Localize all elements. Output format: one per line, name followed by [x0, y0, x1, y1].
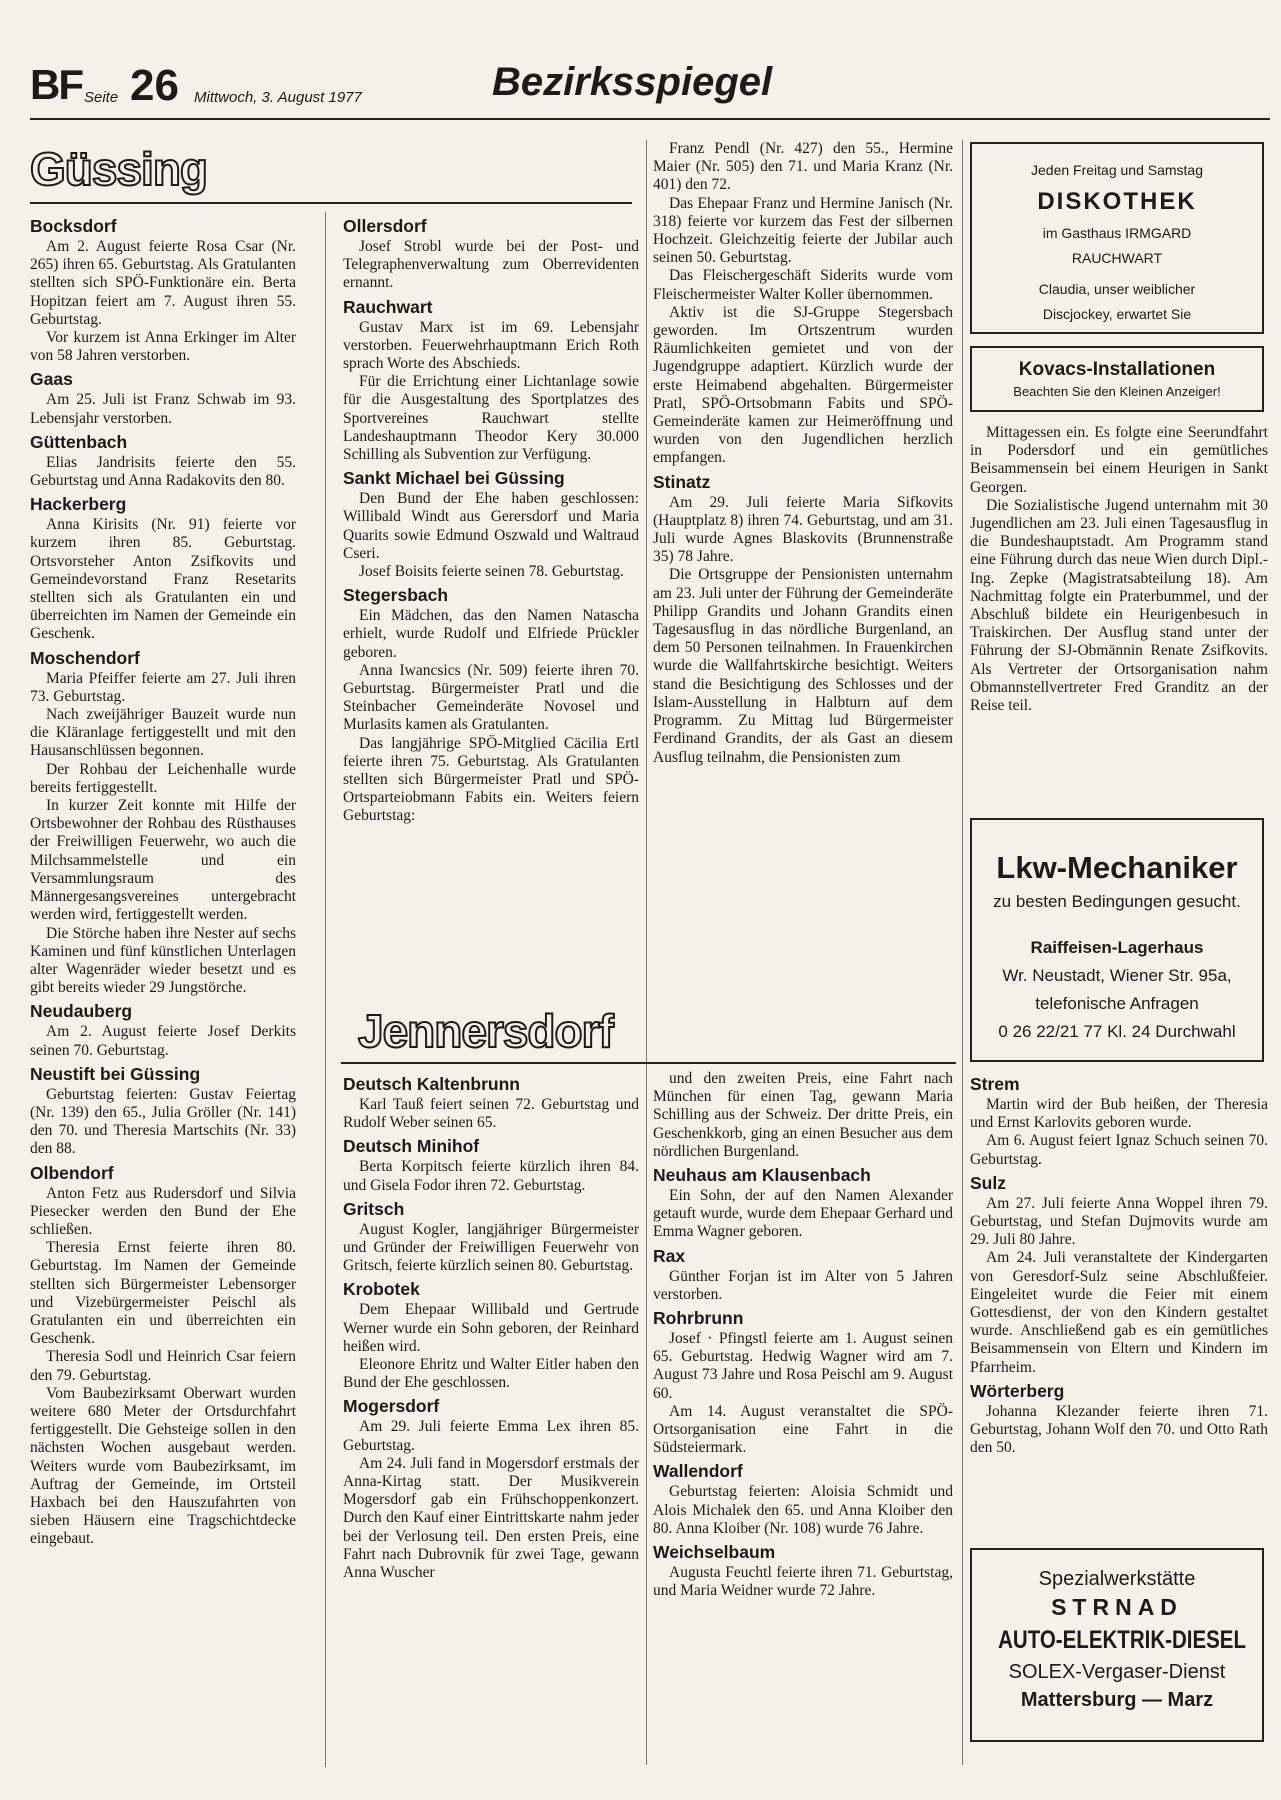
article-paragraph: Mittagessen ein. Es folgte eine Seerundfahrt in Podersdorf und ein gemütliches Beisammensein bei einem Heurigen in Sankt Georgen.	[970, 424, 1268, 496]
place-heading: Rauchwart	[343, 296, 433, 317]
article-paragraph: Vom Baubezirksamt Oberwart wurden weitere 680 Meter der Ortsdurchfahrt fertiggestellt. Die Gehsteige sollen in den nächsten Wochen ausgebaut werden. Weiters wurde vom Baubezirksamt, im Auftrag der Gemeinde, im Ortsteil Haxbach bei den Hauszufahrten von sieben Häusern eine Tragschichtdecke eingebaut.	[30, 1384, 296, 1548]
ad-line: 0 26 22/21 77 Kl. 24 Durchwahl	[998, 1022, 1236, 1041]
column-divider	[325, 212, 326, 1767]
article-paragraph: Martin wird der Bub heißen, der Theresia und Ernst Karlovits geboren wurde.	[970, 1096, 1268, 1132]
place-heading: Rohrbrunn	[653, 1308, 744, 1329]
jennersdorf-banner: Jennersdorf	[358, 1005, 613, 1057]
place-heading: Stinatz	[653, 471, 711, 492]
paper-logo: BF	[30, 61, 82, 108]
guessing-column-4	[970, 424, 1268, 715]
ad-headline: AUTO-ELEKTRIK-DIESEL	[998, 1626, 1247, 1654]
ad-line: zu besten Bedingungen gesucht.	[993, 892, 1241, 911]
ad-strnad	[970, 1548, 1264, 1742]
ad-line: im Gasthaus IRMGARD	[1042, 225, 1192, 241]
article-paragraph: Anna Iwancsics (Nr. 509) feierte ihren 70. Geburtstag. Bürgermeister Pratl und die Steinbacher Gemeinderäte Novosel und Murlasits kamen als Gratulanten.	[343, 661, 639, 734]
article-paragraph: Maria Pfeiffer feierte am 27. Juli ihren 73. Geburtstag.	[30, 669, 296, 705]
article-paragraph: Geburtstag feierten: Gustav Feiertag (Nr. 139) den 65., Julia Gröller (Nr. 141) den 70. und Theresia Martschits (Nr. 33) den 88.	[30, 1085, 296, 1158]
article-paragraph: In kurzer Zeit konnte mit Hilfe der Ortsbewohner der Rohbau des Rüsthauses der Freiwilligen Feuerwehr, wo auch die Milchsammelstelle und ein Versammlungsraum des Männergesangsvereines untergebracht werden wird, fertiggestellt werden.	[30, 797, 296, 924]
ad-line: Raiffeisen-Lagerhaus	[1030, 938, 1204, 957]
jennersdorf-column-3	[653, 1070, 953, 1600]
article-paragraph: Am 2. August feierte Rosa Csar (Nr. 265) ihren 65. Geburtstag. Als Gratulanten stellten sich SPÖ-Funktionäre ein. Berta Hopitzan feiert am 7. August ihren 55. Geburtstag.	[30, 238, 296, 328]
article-paragraph: Augusta Feuchtl feierte ihren 71. Geburtstag, und Maria Weidner wurde 72 Jahre.	[653, 1564, 953, 1600]
place-heading: Deutsch Minihof	[343, 1136, 480, 1157]
place-heading: Sulz	[970, 1172, 1006, 1193]
ad-line: RAUCHWART	[1071, 250, 1163, 266]
place-heading: Mogersdorf	[343, 1396, 440, 1417]
article-paragraph: Dem Ehepaar Willibald und Gertrude Werner wurde ein Sohn geboren, der Reinhard heißen wird.	[343, 1301, 639, 1355]
column-divider	[646, 140, 647, 1765]
article-paragraph: Die Ortsgruppe der Pensionisten unternahm am 23. Juli unter der Führung der Gemeinderäte Philipp Grandits und Johann Grandits einen Tagesausflug in das nördliche Burgenland, an dem 50 Personen teilnahmen. In Frauenkirchen wurde die Wallfahrtskirche besichtigt. Weiters stand die Besichtigung des Schlosses und der Islam-Ausstellung in Halbturn auf dem Programm. Zu Mittag lud Bürgermeister Ferdinand Grandits, der als Gast an diesem Ausflug teilnahm, die Pensionisten zum	[653, 566, 953, 766]
page-label: Seite	[84, 89, 119, 106]
jennersdorf-column-2	[343, 1070, 639, 1582]
article-paragraph: Ein Sohn, der auf den Namen Alexander getauft wurde, wurde dem Ehepaar Gerhard und Emma Wagner geboren.	[653, 1187, 953, 1241]
article-paragraph: Das langjährige SPÖ-Mitglied Cäcilia Ertl feierte ihren 75. Geburtstag. Als Gratulanten stellten sich Bürgermeister Pratl und SPÖ-Ortsparteiobmann Fabits ein. Weiters feiern Geburtstag:	[343, 734, 639, 825]
article-paragraph: Das Fleischergeschäft Siderits wurde vom Fleischermeister Walter Koller übernommen.	[653, 267, 953, 303]
article-paragraph: Nach zweijähriger Bauzeit wurde nun die Kläranlage fertiggestellt und mit den Hausanschlüssen begonnen.	[30, 706, 296, 760]
place-heading: Stegersbach	[343, 585, 449, 606]
article-paragraph: Josef · Pfingstl feierte am 1. August seinen 65. Geburtstag. Hedwig Wagner wird am 7. August 73 Jahre und Rosa Peischl am 9. August 60.	[653, 1330, 953, 1402]
ad-line: Wr. Neustadt, Wiener Str. 95a,	[1002, 966, 1232, 985]
ad-lkw-mechaniker	[970, 818, 1264, 1062]
ad-line: Beachten Sie den Kleinen Anzeiger!	[1013, 384, 1221, 399]
place-heading: Weichselbaum	[653, 1542, 776, 1563]
ad-headline: STRNAD	[1051, 1594, 1183, 1620]
place-heading: Gritsch	[343, 1198, 405, 1219]
issue-date: Mittwoch, 3. August 1977	[194, 89, 362, 106]
place-heading: Güttenbach	[30, 431, 128, 452]
article-paragraph: und den zweiten Preis, eine Fahrt nach München für einen Tag, gewann Maria Schilling aus der Schweiz. Der dritte Preis, ein Geschenkkorb, ging an einen Besucher aus dem nördlichen Burgenland.	[653, 1070, 953, 1160]
article-paragraph: Am 6. August feiert Ignaz Schuch seinen 70. Geburtstag.	[970, 1132, 1268, 1168]
ad-kovacs	[970, 346, 1264, 412]
article-paragraph: Am 14. August veranstaltet die SPÖ-Ortsorganisation eine Fahrt in die Südsteiermark.	[653, 1402, 953, 1457]
article-paragraph: Anna Kirisits (Nr. 91) feierte vor kurzem ihren 85. Geburtstag. Ortsvorsteher Anton Zsifkovits und Gemeindevorstand Franz Resetarits stellten sich als Gratulanten ein und überreichten im Namen der Gemeinde ein Geschenk.	[30, 516, 296, 643]
page-number: 26	[130, 61, 179, 110]
place-heading: Bocksdorf	[30, 216, 117, 236]
place-heading: Deutsch Kaltenbrunn	[343, 1074, 520, 1094]
article-paragraph: Die Störche haben ihre Nester auf sechs Kaminen und fünf künstlichen Unterlagen alter Wagenräder wieder besetzt und es gibt bereits wieder 29 Jungstörche.	[30, 924, 296, 997]
article-paragraph: Am 24. Juli veranstaltete der Kindergarten von Geresdorf-Sulz seine Abschlußfeier. Eingeleitet wurde die Feier mit einem Gottesdienst, der von den Kindern gestaltet wurde. Anschließend gab es ein gemütliches Beisammensein von Eltern und Kindern im Pfarrheim.	[970, 1249, 1268, 1376]
article-paragraph: Aktiv ist die SJ-Gruppe Stegersbach geworden. Im Ortszentrum wurden Räumlichkeiten gemietet und von der Jugendgruppe adaptiert. Kürzlich wurde der erste Heimabend abgehalten. Bürgermeister Pratl, SPÖ-Ortsobmann Fabits und SPÖ-Gemeinderäte kamen zur Heimeröffnung und wurden von den Jugendlichen herzlich empfangen.	[653, 303, 953, 467]
place-heading: Hackerberg	[30, 494, 127, 515]
page-header	[30, 58, 1270, 120]
jennersdorf-column-4	[970, 1070, 1268, 1457]
article-paragraph: Am 27. Juli feierte Anna Woppel ihren 79. Geburtstag, und Stefan Dujmovits wurde am 29. Juli 80 Jahre.	[970, 1194, 1268, 1249]
ad-line: Claudia, unser weiblicher	[1038, 281, 1196, 297]
article-paragraph: Elias Jandrisits feierte den 55. Geburtstag und Anna Radakovits den 80.	[30, 453, 296, 490]
place-heading: Ollersdorf	[343, 216, 427, 236]
article-paragraph: Theresia Ernst feierte ihren 80. Geburtstag. Im Namen der Gemeinde stellten sich Bürgermeister Lebensorger und Vizebürgermeister Peischl als Gratulanten ein und überreichten ein Geschenk.	[30, 1239, 296, 1348]
place-heading: Wallendorf	[653, 1461, 743, 1482]
article-paragraph: Josef Strobl wurde bei der Post- und Telegraphenverwaltung zum Oberrevidenten ernannt.	[343, 238, 639, 292]
article-paragraph: Josef Boisits feierte seinen 78. Geburtstag.	[359, 563, 624, 581]
place-heading: Wörterberg	[970, 1380, 1065, 1401]
ad-headline: DISKOTHEK	[1037, 188, 1197, 215]
place-heading: Gaas	[30, 369, 73, 390]
place-heading: Sankt Michael bei Güssing	[343, 468, 565, 489]
article-paragraph: Am 25. Juli ist Franz Schwab im 93. Lebensjahr verstorben.	[30, 391, 296, 427]
article-paragraph: Berta Korpitsch feierte kürzlich ihren 84. und Gisela Fodor ihren 72. Geburtstag.	[343, 1158, 639, 1194]
ad-line: telefonische Anfragen	[1035, 994, 1199, 1013]
guessing-banner: Güssing	[30, 143, 208, 195]
guessing-column-3	[653, 140, 953, 767]
article-paragraph: Am 29. Juli feierte Maria Sifkovits (Hauptplatz 8) ihren 74. Geburtstag, und am 31. Juli wurde Agnes Blaskovits (Brunnenstraße 35) 78 Jahre.	[653, 493, 953, 566]
place-heading: Strem	[970, 1074, 1020, 1094]
section-title: Bezirksspiegel	[492, 60, 773, 104]
article-paragraph: Franz Pendl (Nr. 427) den 55., Hermine Maier (Nr. 505) den 71. und Maria Kranz (Nr. 401) den 72.	[653, 140, 953, 194]
article-paragraph: Am 2. August feierte Josef Derkits seinen 70. Geburtstag.	[30, 1023, 296, 1059]
place-heading: Moschendorf	[30, 647, 140, 668]
article-paragraph: August Kogler, langjähriger Bürgermeister und Gründer der Freiwilligen Feuerwehr von Gritsch, feierte kürzlich seinen 80. Geburtstag.	[343, 1220, 639, 1275]
article-paragraph: Am 24. Juli fand in Mogersdorf erstmals der Anna-Kirtag statt. Der Musikverein Mogersdorf gab ein Frühschoppenkonzert. Durch den Kauf einer Eintrittskarte nahm jeder bei der Verlosung teil. Den ersten Preis, eine Fahrt nach Dubrovnik für zwei Tage, gewann Anna Wuscher	[343, 1454, 639, 1582]
place-heading: Krobotek	[343, 1279, 420, 1300]
ad-line: Discjockey, erwartet Sie	[1042, 306, 1192, 322]
article-paragraph: Anton Fetz aus Rudersdorf und Silvia Piesecker werden den Bund der Ehe schließen.	[30, 1184, 296, 1238]
guessing-rule	[30, 202, 632, 204]
article-paragraph: Gustav Marx ist im 69. Lebensjahr verstorben. Feuerwehrhauptmann Erich Roth sprach Worte des Abschieds.	[343, 318, 639, 373]
place-heading: Neuhaus am Klausenbach	[653, 1165, 871, 1186]
ad-headline: Lkw-Mechaniker	[996, 850, 1238, 885]
article-paragraph: Der Rohbau der Leichenhalle wurde bereits fertiggestellt.	[30, 760, 296, 796]
ad-diskothek	[970, 142, 1264, 334]
guessing-column-1	[30, 212, 296, 1549]
place-heading: Neustift bei Güssing	[30, 1063, 201, 1084]
article-paragraph: Für die Errichtung einer Lichtanlage sowie für die Ausgestaltung des Sportplatzes des Sportvereines Rauchwart stellte Landeshauptmann Theodor Kery 30.000 Schilling als Subvention zur Verfügung.	[343, 373, 639, 464]
article-paragraph: Theresia Sodl und Heinrich Csar feiern den 79. Geburtstag.	[30, 1348, 296, 1384]
place-heading: Rax	[653, 1245, 686, 1266]
column-divider	[962, 140, 963, 1765]
article-paragraph: Ein Mädchen, das den Namen Natascha erhielt, wurde Rudolf und Elfriede Prückler geboren.	[343, 607, 639, 661]
article-paragraph: Eleonore Ehritz und Walter Eitler haben den Bund der Ehe geschlossen.	[343, 1356, 639, 1392]
ad-headline: Kovacs-Installationen	[1018, 359, 1216, 380]
ad-line: SOLEX-Vergaser-Dienst	[1008, 1661, 1226, 1683]
article-paragraph: Günther Forjan ist im Alter von 5 Jahren verstorben.	[653, 1267, 953, 1303]
guessing-column-2	[343, 212, 639, 826]
article-paragraph: Vor kurzem ist Anna Erkinger im Alter von 58 Jahren verstorben.	[30, 329, 296, 365]
article-paragraph: Die Sozialistische Jugend unternahm mit 30 Jugendlichen am 23. Juli einen Tagesausflug in die Bundeshauptstadt. Am Programm stand eine Führung durch das neue Wien durch Dipl.-Ing. Zepke (Magistratsabteilung 18). Am Nachmittag folgte ein Praterbummel, und der Abschluß bildete ein Heurigenbesuch in Traiskirchen. Der Ausflug stand unter der Führung der SJ-Obmännin Renate Zsifkovits. Als Vertreter der Ortsorganisation nahm Obmannstellvertreter Fred Granditz an der Reise teil.	[970, 496, 1268, 715]
article-paragraph: Geburtstag feierten: Aloisia Schmidt und Alois Michalek den 65. und Anna Kloiber den 80. Anna Kloiber (Nr. 108) wurde 76 Jahre.	[653, 1483, 953, 1537]
ad-line: Spezialwerkstätte	[1038, 1568, 1196, 1590]
place-heading: Olbendorf	[30, 1162, 114, 1183]
ad-line: Jeden Freitag und Samstag	[1031, 162, 1203, 178]
article-paragraph: Das Ehepaar Franz und Hermine Janisch (Nr. 318) feierte vor kurzem das Fest der silbernen Hochzeit. Gleichzeitig feierte der Jubilar auch seinen 50. Geburtstag.	[653, 194, 953, 267]
article-paragraph: Am 29. Juli feierte Emma Lex ihren 85. Geburtstag.	[343, 1418, 639, 1454]
place-heading: Neudauberg	[30, 1001, 133, 1022]
article-paragraph: Johanna Klezander feierte ihren 71. Geburtstag, Johann Wolf den 70. und Otto Rath den 50.	[970, 1402, 1268, 1457]
ad-line: Mattersburg — Marz	[1020, 1689, 1214, 1711]
jennersdorf-rule	[341, 1062, 956, 1064]
article-paragraph: Karl Tauß feiert seinen 72. Geburtstag und Rudolf Weber seinen 65.	[343, 1096, 639, 1132]
article-paragraph: Den Bund der Ehe haben geschlossen: Willibald Windt aus Gerersdorf und Maria Quarits sowie Edmund Oszwald und Waltraud Cseri.	[343, 490, 639, 562]
